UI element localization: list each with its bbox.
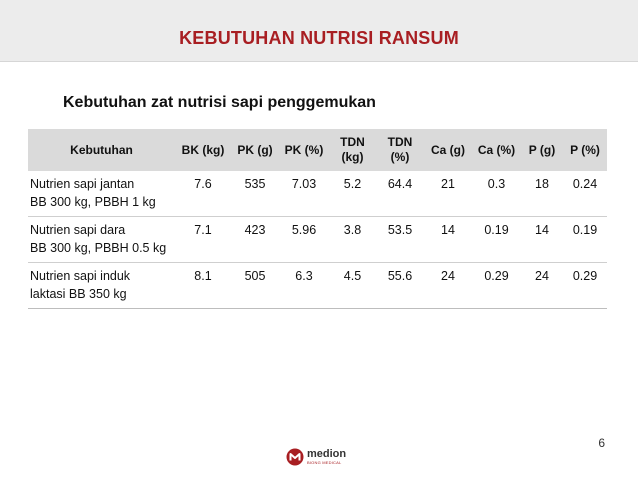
header-tdn-pct: TDN (%) <box>376 129 424 171</box>
medion-logo <box>286 444 356 470</box>
medion-logo-icon <box>286 448 304 466</box>
cell-bk-kg: 8.1 <box>175 263 231 309</box>
cell-p-g: 18 <box>521 171 563 217</box>
header-p-pct: P (%) <box>563 129 607 171</box>
slide-subtitle: Kebutuhan zat nutrisi sapi penggemukan <box>63 94 376 111</box>
header-pk-pct: PK (%) <box>279 129 329 171</box>
cell-tdn-pct: 55.6 <box>376 263 424 309</box>
cell-pk-pct: 5.96 <box>279 217 329 263</box>
row-name-line2: laktasi BB 350 kg <box>30 287 127 301</box>
cell-tdn-pct: 53.5 <box>376 217 424 263</box>
table-header-row <box>28 129 607 171</box>
cell-tdn-pct: 64.4 <box>376 171 424 217</box>
cell-pk-g: 505 <box>231 263 279 309</box>
cell-ca-g: 14 <box>424 217 472 263</box>
row-name-line1: Nutrien sapi induk <box>30 269 131 283</box>
cell-ca-pct: 0.19 <box>472 217 521 263</box>
cell-bk-kg: 7.1 <box>175 217 231 263</box>
header-p-g: P (g) <box>521 129 563 171</box>
table-row <box>28 171 607 217</box>
row-name-cell <box>28 217 175 263</box>
header-tdn-kg: TDN (kg) <box>329 129 376 171</box>
table-row <box>28 217 607 263</box>
cell-pk-pct: 7.03 <box>279 171 329 217</box>
cell-p-pct: 0.29 <box>563 263 607 309</box>
row-name-line2: BB 300 kg, PBBH 0.5 kg <box>30 241 167 255</box>
cell-p-pct: 0.19 <box>563 217 607 263</box>
header-pk-g: PK (g) <box>231 129 279 171</box>
table-row <box>28 263 607 309</box>
header-bk-kg: BK (kg) <box>175 129 231 171</box>
logo-tagline: BIONG MEDICAL <box>307 460 342 465</box>
row-name-cell <box>28 171 175 217</box>
cell-ca-pct: 0.29 <box>472 263 521 309</box>
header-kebutuhan: Kebutuhan <box>28 129 175 171</box>
slide-title: KEBUTUHAN NUTRISI RANSUM <box>179 28 459 48</box>
page-number: 6 <box>598 436 605 450</box>
cell-ca-pct: 0.3 <box>472 171 521 217</box>
nutrition-table <box>28 129 607 309</box>
cell-pk-g: 535 <box>231 171 279 217</box>
cell-p-pct: 0.24 <box>563 171 607 217</box>
cell-pk-g: 423 <box>231 217 279 263</box>
cell-pk-pct: 6.3 <box>279 263 329 309</box>
cell-tdn-kg: 3.8 <box>329 217 376 263</box>
row-name-line2: BB 300 kg, PBBH 1 kg <box>30 195 156 209</box>
row-name-cell <box>28 263 175 309</box>
header-ca-pct: Ca (%) <box>472 129 521 171</box>
cell-tdn-kg: 4.5 <box>329 263 376 309</box>
cell-tdn-kg: 5.2 <box>329 171 376 217</box>
header-ca-g: Ca (g) <box>424 129 472 171</box>
logo-name: medion <box>307 448 347 460</box>
row-name-line1: Nutrien sapi jantan <box>30 177 135 191</box>
cell-bk-kg: 7.6 <box>175 171 231 217</box>
cell-ca-g: 24 <box>424 263 472 309</box>
cell-p-g: 14 <box>521 217 563 263</box>
cell-ca-g: 21 <box>424 171 472 217</box>
cell-p-g: 24 <box>521 263 563 309</box>
row-name-line1: Nutrien sapi dara <box>30 223 126 237</box>
